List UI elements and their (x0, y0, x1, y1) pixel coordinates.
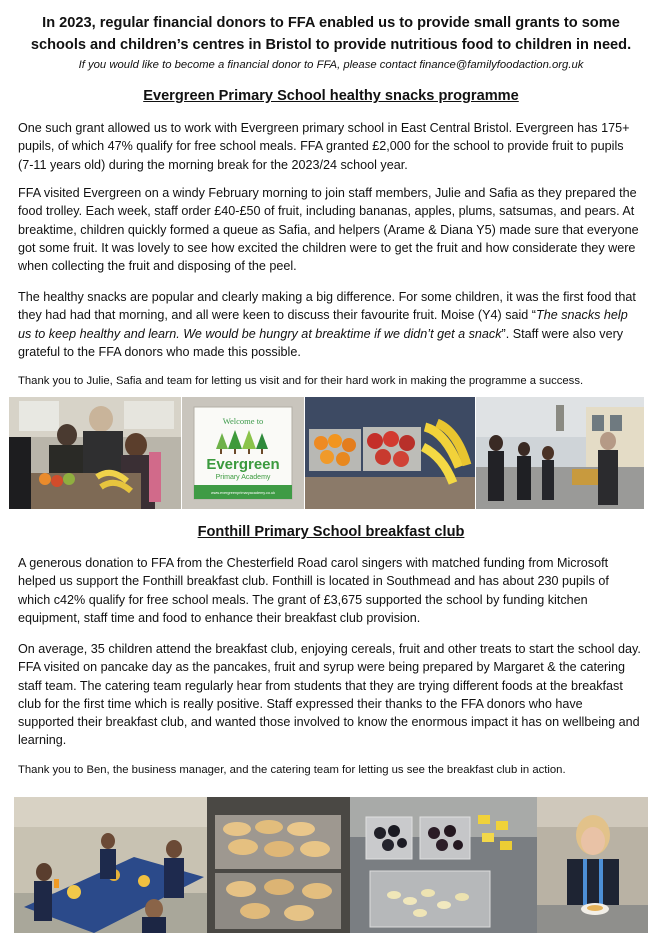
pupil-quote: The snacks help us to keep healthy and learn. We would be hungry at breaktime if we didn’t get a snack (18, 308, 628, 341)
fonthill-paragraph-1: A generous donation to FFA from the Chesterfield Road carol singers with matched funding from Microsoft helped us support the Fonthill breakfast club. Fonthill is located in Southmead and has about 230 pupils of which c42% qualify for free school meals. The grant of £3,675 supported the school by funding kitchen equipment, staff time and food to enhance their breakfast club provision. (18, 556, 609, 625)
photo-fruit-trolley-staff (9, 397, 181, 509)
sign-website-text: www.evergreenprimaryacademy.co.uk (210, 491, 276, 495)
photo-catering-staff (537, 797, 648, 933)
sign-academy-text: Primary Academy (215, 474, 271, 481)
quote-intro: The healthy snacks are popular and clearly making a big difference. For some children, it was the first food that they had had that morning, and all were keen to discuss their favourite fruit. Moise (Y4) said “ (18, 290, 636, 323)
sign-welcome-text: Welcome to (222, 416, 264, 426)
evergreen-title: Evergreen Primary School healthy snacks programme (143, 88, 519, 104)
quote-outro: ”. Staff were also very grateful to the FFA donors who made this possible. (18, 326, 624, 359)
contact-line: If you would like to become a financial donor to FFA, please contact finance@familyfoodaction.org.uk (78, 59, 584, 71)
header-line-2: schools and children’s centres in Bristol to provide nutritious food to children in need. (30, 37, 632, 53)
photo-breakfast-tables (14, 797, 207, 933)
fonthill-thanks: Thank you to Ben, the business manager, and the catering team for letting us see the breakfast club in action. (18, 764, 566, 776)
sign-school-name: Evergreen (206, 456, 280, 473)
evergreen-paragraph-3 (18, 288, 642, 361)
page-header (0, 12, 662, 74)
photo-fruit-prep (350, 797, 537, 933)
photo-playground-queue (476, 397, 644, 509)
fonthill-paragraph-2: On average, 35 children attend the breakfast club, enjoying cereals, fruit and other treats to start the school day. FFA visited on pancake day as the pancakes, fruit and syrup were being prepared by Margaret & the catering staff team. The catering team regularly hear from students that they are trying different foods at the breakfast club for the first time which is really positive. Staff expressed their thanks to the FFA donors who have supported their breakfast club, and wanted those involved to know the enormous impact it has on wellbeing and learning. (18, 642, 641, 748)
evergreen-thanks: Thank you to Julie, Safia and team for letting us visit and for their hard work in making the programme a success. (18, 375, 584, 387)
photo-evergreen-sign (182, 397, 304, 509)
fonthill-title: Fonthill Primary School breakfast club (197, 524, 465, 540)
photo-pancakes (207, 797, 350, 933)
photo-fruit-trays (305, 397, 475, 509)
evergreen-paragraph-1: One such grant allowed us to work with Evergreen primary school in East Central Bristol. Evergreen has 175+ pupils, of which 47% qualify for free school meals. FFA granted £2,000 for the school to provide fruit to pupils (7-11 years old) during the morning break for the 2023/24 school year. (18, 121, 630, 172)
evergreen-paragraph-2: FFA visited Evergreen on a windy February morning to join staff members, Julie and Safia as they prepared the food trolley. Each week, staff order £40-£50 of fruit, including bananas, apples, plums, satsumas, and pears. At breaktime, children quickly formed a queue as Safia, and helpers (Arame & Diana Y5) made sure that everyone got some fruit. It was lovely to see how excited the children were to get the fruit and how considerate they were when collecting the fruit and disposing of the peel. (18, 186, 639, 274)
header-line-1: In 2023, regular financial donors to FFA enabled us to provide small grants to some (42, 15, 620, 31)
